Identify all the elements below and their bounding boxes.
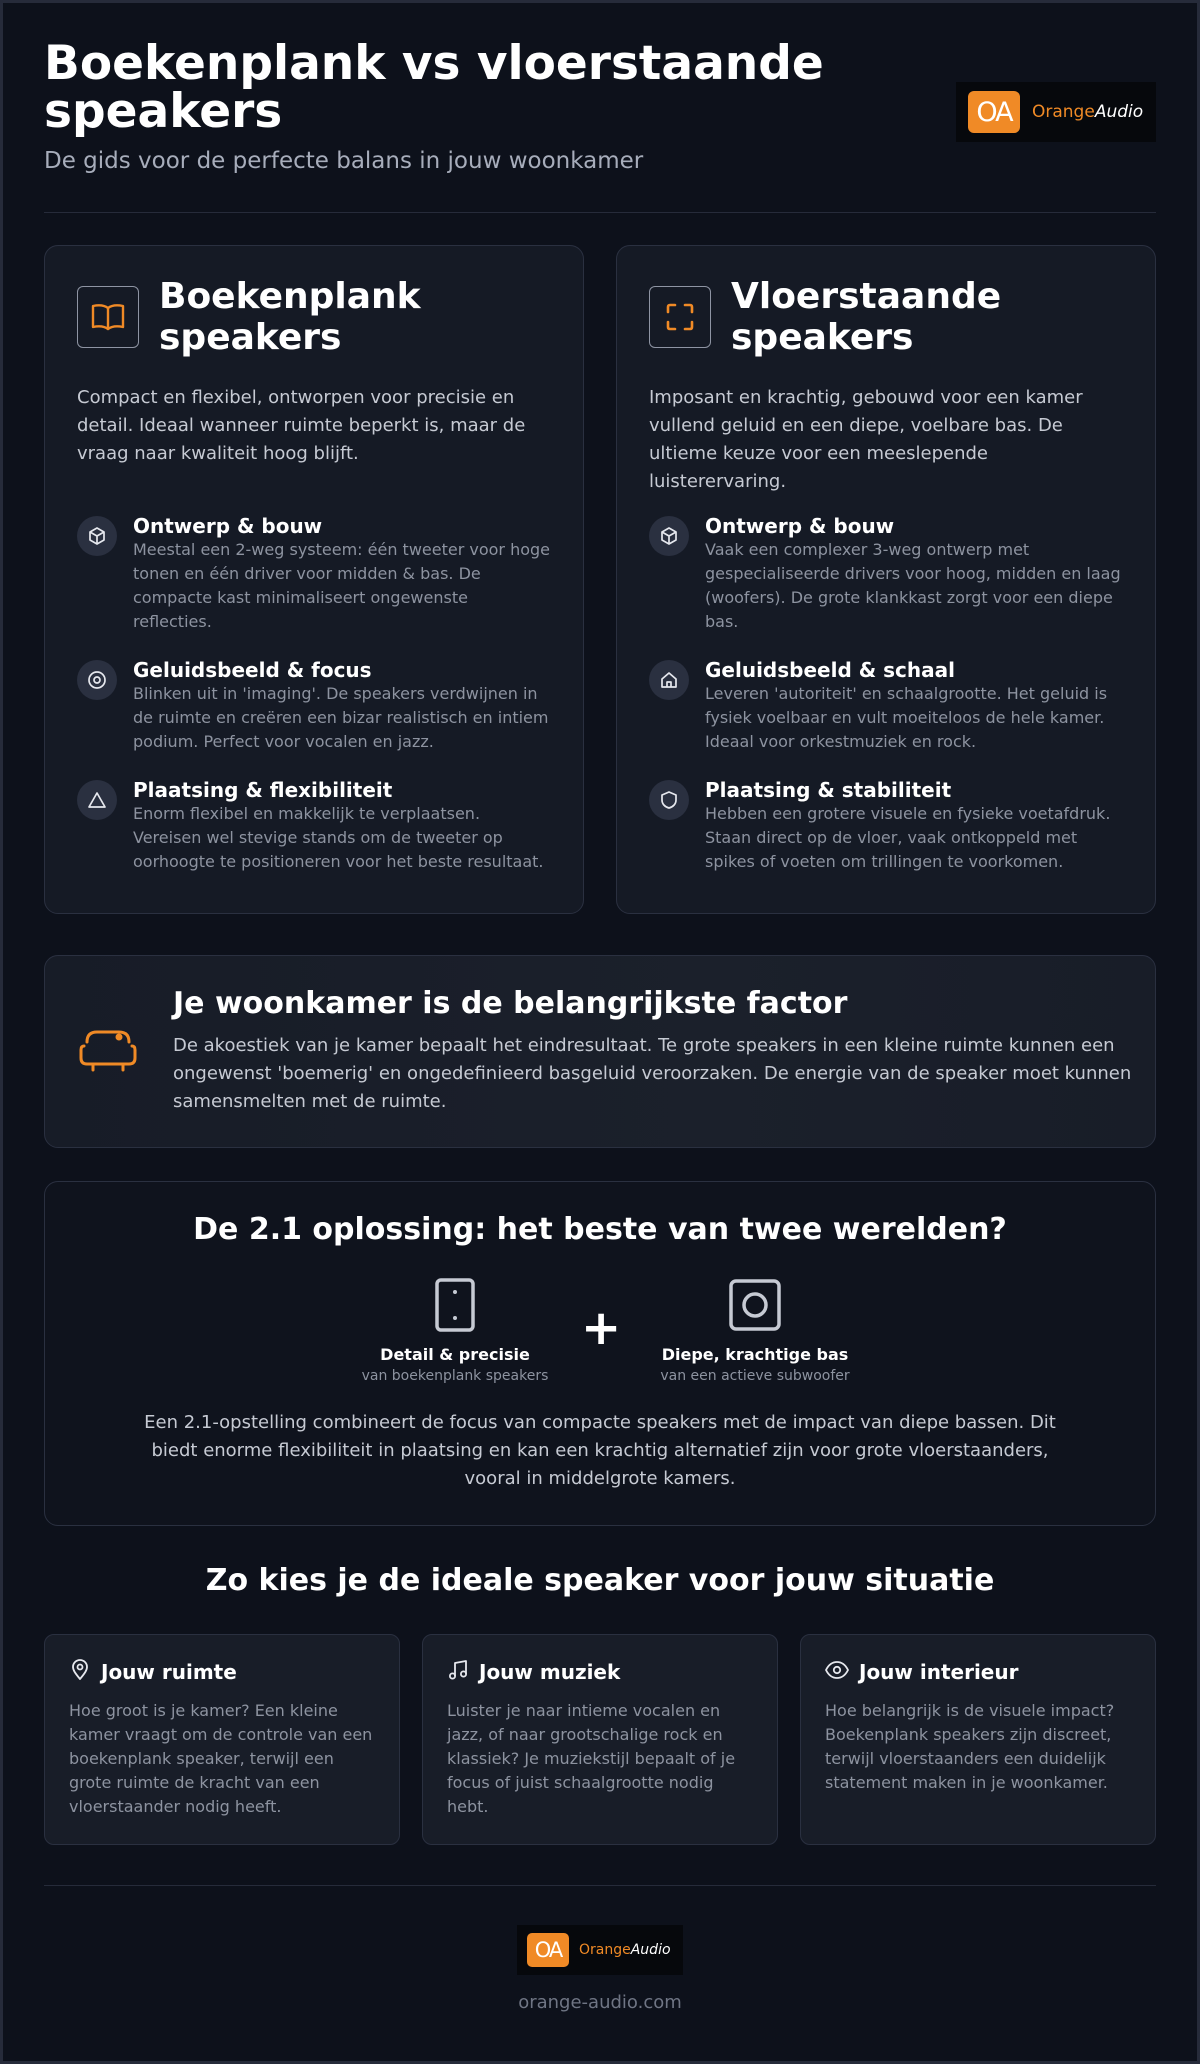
footer-logo[interactable] [517, 1925, 683, 1975]
tip-text: Hoe belangrijk is de visuele impact? Boekenplank speakers zijn discreet, terwijl vloerstaanders een duidelijk statement maken in je woonkamer. [825, 1701, 1115, 1792]
feature-item [649, 514, 1123, 658]
logo-brand [1032, 102, 1143, 122]
feature-title: Geluidsbeeld & focus [133, 658, 372, 682]
solution-left-label: Detail & precisie [380, 1345, 530, 1364]
logo-mark: OA [968, 91, 1020, 133]
expand-icon [649, 286, 711, 348]
feature-text: Blinken uit in 'imaging'. De speakers verdwijnen in de ruimte en creëren een bizar realistisch en intiem podium. Perfect voor vocalen en jazz. [133, 684, 549, 751]
bookshelf-card-description: Compact en flexibel, ontworpen voor precisie en detail. Ideaal wanneer ruimte beperkt is, maar de vraag naar kwaliteit hoog blijft. [77, 387, 526, 464]
header [44, 36, 1156, 212]
solution-text: Een 2.1-opstelling combineert de focus van compacte speakers met de impact van diepe bassen. Dit biedt enorme flexibiliteit in plaatsing en kan een krachtig alternatief zijn voor grote vloerstaanders, vooral in middelgrote kamers. [144, 1412, 1056, 1489]
tip-card-music [422, 1634, 778, 1845]
tip-title: Jouw muziek [479, 1660, 621, 1684]
logo-brand-orange: Orange [579, 1942, 631, 1958]
feature-title: Geluidsbeeld & schaal [705, 658, 955, 682]
feature-item [77, 514, 551, 658]
header-logo[interactable] [956, 82, 1156, 142]
logo-brand [579, 1942, 671, 1958]
cube-icon [649, 516, 689, 556]
eye-icon [825, 1659, 849, 1685]
feature-item [649, 658, 1123, 778]
feature-title: Ontwerp & bouw [705, 514, 895, 538]
tip-title: Jouw ruimte [101, 1660, 237, 1684]
bookshelf-speaker-icon [345, 1277, 565, 1337]
cube-icon [77, 516, 117, 556]
feature-text: Leveren 'autoriteit' en schaalgrootte. Het geluid is fysiek voelbaar en vult moeiteloos de hele kamer. Ideaal voor orkestmuziek en rock. [705, 684, 1108, 751]
feature-item [649, 778, 1123, 874]
tip-text: Hoe groot is je kamer? Een kleine kamer vraagt om de controle van een boekenplank speaker, terwijl een grote ruimte de kracht van een vloerstaander nodig heeft. [69, 1701, 373, 1816]
solution-left-sub: van boekenplank speakers [361, 1368, 549, 1384]
logo-brand-white: Audio [630, 1942, 671, 1958]
music-note-icon [447, 1659, 469, 1685]
target-icon [77, 660, 117, 700]
logo-brand-orange: Orange [1032, 102, 1095, 122]
sofa-icon [79, 1028, 137, 1078]
feature-text: Vaak een complexer 3-weg ontwerp met gespecialiseerde drivers voor hoog, midden en laag (woofers). De grote klankkast zorgt voor een diepe bas. [705, 540, 1121, 631]
tip-title: Jouw interieur [859, 1660, 1019, 1684]
room-text: De akoestiek van je kamer bepaalt het eindresultaat. Te grote speakers in een kleine ruimte kunnen een ongewenst 'boemerig' en ongedefinieerd basgeluid veroorzaken. De energie van de speaker moet kunnen samensmelten met de ruimte. [173, 1035, 1132, 1112]
open-book-icon [77, 286, 139, 348]
footer-url[interactable]: orange-audio.com [518, 1992, 682, 2013]
triangle-icon [77, 780, 117, 820]
solution-left [345, 1277, 565, 1384]
plus-sign: + [581, 1300, 622, 1356]
logo-brand-white: Audio [1094, 102, 1144, 122]
solution-title: De 2.1 oplossing: het beste van twee werelden? [193, 1212, 1007, 1247]
solution-right [645, 1277, 865, 1384]
shield-icon [649, 780, 689, 820]
feature-title: Ontwerp & bouw [133, 514, 323, 538]
tip-card-interior [800, 1634, 1156, 1845]
tip-card-room [44, 1634, 400, 1845]
feature-title: Plaatsing & stabiliteit [705, 778, 952, 802]
tip-text: Luister je naar intieme vocalen en jazz, of naar grootschalige rock en klassiek? Je muziekstijl bepaalt of je focus of juist schaalgrootte nodig hebt. [447, 1701, 736, 1816]
feature-text: Meestal een 2-weg systeem: één tweeter voor hoge tonen en één driver voor midden & bas. De compacte kast minimaliseert ongewenste reflecties. [133, 540, 551, 631]
room-title: Je woonkamer is de belangrijkste factor [173, 986, 848, 1021]
bookshelf-card [44, 245, 584, 914]
floorstanding-card [616, 245, 1156, 914]
header-divider [44, 212, 1156, 213]
bookshelf-card-title: Boekenplank speakers [159, 276, 421, 358]
floorstanding-card-description: Imposant en krachtig, gebouwd voor een kamer vullend geluid en een diepe, voelbare bas. De ultieme keuze voor een meeslepende luisterervaring. [649, 387, 1083, 492]
page-subtitle: De gids voor de perfecte balans in jouw woonkamer [44, 148, 644, 174]
feature-title: Plaatsing & flexibiliteit [133, 778, 393, 802]
choose-title: Zo kies je de ideale speaker voor jouw situatie [205, 1563, 995, 1598]
page-title: Boekenplank vs vloerstaande speakers [44, 36, 824, 139]
feature-text: Enorm flexibel en makkelijk te verplaatsen. Vereisen wel stevige stands om de tweeter op oorhoogte te positioneren voor het beste resultaat. [133, 804, 544, 871]
footer-divider [44, 1885, 1156, 1886]
solution-right-sub: van een actieve subwoofer [660, 1368, 850, 1384]
feature-item [77, 778, 551, 874]
feature-text: Hebben een grotere visuele en fysieke voetafdruk. Staan direct op de vloer, vaak ontkoppeld met spikes of voeten om trillingen te voorkomen. [705, 804, 1111, 871]
solution-right-label: Diepe, krachtige bas [661, 1345, 849, 1364]
floorstanding-card-title: Vloerstaande speakers [731, 276, 1002, 358]
home-icon [649, 660, 689, 700]
logo-mark: OA [527, 1933, 569, 1967]
room-banner [44, 955, 1156, 1148]
solution-section [44, 1181, 1156, 1526]
subwoofer-icon [645, 1277, 865, 1337]
map-pin-icon [69, 1659, 91, 1685]
feature-item [77, 658, 551, 778]
